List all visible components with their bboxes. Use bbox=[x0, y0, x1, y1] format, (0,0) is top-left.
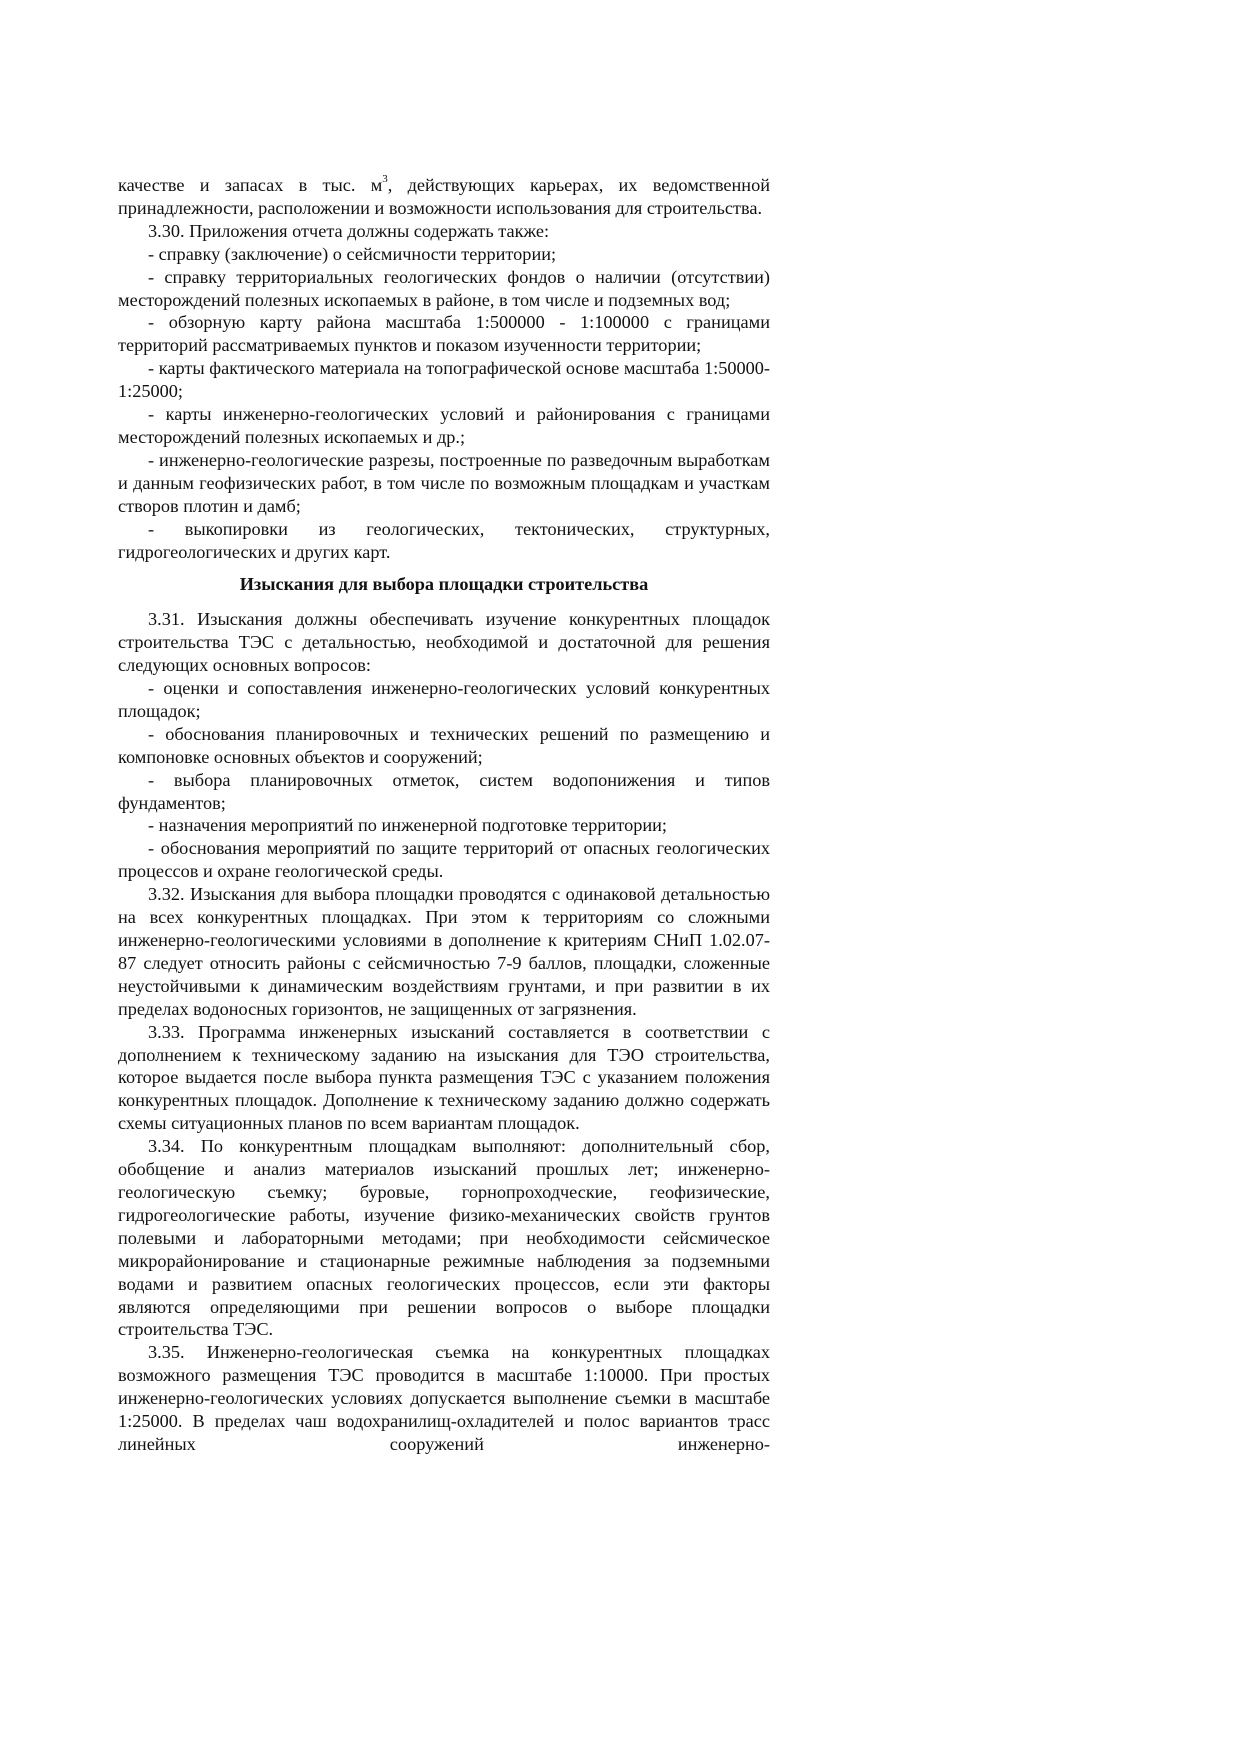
paragraph-3-32: 3.32. Изыскания для выбора площадки проводятся с одинаковой детальностью на всех конкурентных площадках. При этом к территориям со сложными инженерно-геологическими условиями в дополнение к критериям СНиП 1.02.07-87 следует относить районы с сейсмичностью 7-9 баллов, площадки, сложенные неустойчивыми к динамическим воздействиям грунтами, и при развитии в их пределах водоносных горизонтов, не защищенных от загрязнения. bbox=[118, 884, 770, 1019]
paragraph-3-30: 3.30. Приложения отчета должны содержать также: bbox=[148, 220, 550, 241]
list-item: - назначения мероприятий по инженерной подготовке территории; bbox=[148, 815, 667, 836]
paragraph-3-31: 3.31. Изыскания должны обеспечивать изучение конкурентных площадок строительства ТЭС с детальностью, необходимой и достаточной для решения следующих основных вопросов: bbox=[118, 609, 770, 676]
list-item: - оценки и сопоставления инженерно-геологических условий конкурентных площадок; bbox=[118, 678, 770, 721]
list-item: - справку территориальных геологических фондов о наличии (отсутствии) месторождений полезных ископаемых в районе, в том числе и подземных вод; bbox=[118, 266, 770, 310]
list-item: - выбора планировочных отметок, систем водопонижения и типов фундаментов; bbox=[118, 769, 770, 813]
paragraph-3-35: 3.35. Инженерно-геологическая съемка на конкурентных площадках возможного размещения ТЭС проводится в масштабе 1:10000. При простых инженерно-геологических условиях допускается выполнение съемки в масштабе 1:25000. В пределах чаш водохранилищ-охладителей и полос вариантов трасс линейных сооружений инженерно- bbox=[118, 1342, 770, 1454]
section-heading: Изыскания для выбора площадки строительства bbox=[239, 574, 649, 595]
list-item: - выкопировки из геологических, тектонических, структурных, гидрогеологических и других карт. bbox=[118, 518, 770, 562]
list-item: - инженерно-геологические разрезы, построенные по разведочным выработкам и данным геофизических работ, в том числе по возможным площадкам и участкам створов плотин и дамб; bbox=[118, 449, 770, 516]
paragraph-3-33: 3.33. Программа инженерных изысканий составляется в соответствии с дополнением к техническому заданию на изыскания для ТЭО строительства, которое выдается после выбора пункта размещения ТЭС с указанием положения конкурентных площадок. Дополнение к техническому заданию должно содержать схемы ситуационных планов по всем вариантам площадок. bbox=[118, 1021, 770, 1134]
list-item: - обоснования планировочных и технических решений по размещению и компоновке основных объектов и сооружений; bbox=[118, 723, 770, 767]
list-item: - карты фактического материала на топографической основе масштаба 1:50000-1:25000; bbox=[118, 358, 770, 402]
list-item: - карты инженерно-геологических условий и районирования с границами месторождений полезных ископаемых и др.; bbox=[118, 404, 770, 447]
list-item: - обзорную карту района масштаба 1:500000 - 1:100000 с границами территорий рассматриваемых пунктов и показом изученности территории; bbox=[118, 312, 770, 356]
intro-text-end: , действующих карьерах, их ведомственной принадлежности, расположении и возможности использования для строительства. bbox=[118, 175, 770, 218]
intro-text-start: качестве и запасах в тыс. м bbox=[118, 175, 383, 195]
paragraph-3-34: 3.34. По конкурентным площадкам выполняют: дополнительный сбор, обобщение и анализ материалов изысканий прошлых лет; инженерно-геологическую съемку; буровые, горнопроходческие, геофизические, гидрогеологические работы, изучение физико-механических свойств грунтов полевыми и лабораторными методами; при необходимости сейсмическое микрорайонирование и стационарные режимные наблюдения за подземными водами и развитием опасных геологических процессов, если эти факторы являются определяющими при решении вопросов о выборе площадки строительства ТЭС. bbox=[118, 1136, 770, 1340]
document-page bbox=[118, 174, 770, 1456]
intro-paragraph bbox=[118, 174, 770, 220]
list-item: - обоснования мероприятий по защите территорий от опасных геологических процессов и охране геологической среды. bbox=[118, 838, 770, 882]
superscript-cubed: 3 bbox=[382, 172, 388, 185]
list-item: - справку (заключение) о сейсмичности территории; bbox=[148, 243, 557, 264]
